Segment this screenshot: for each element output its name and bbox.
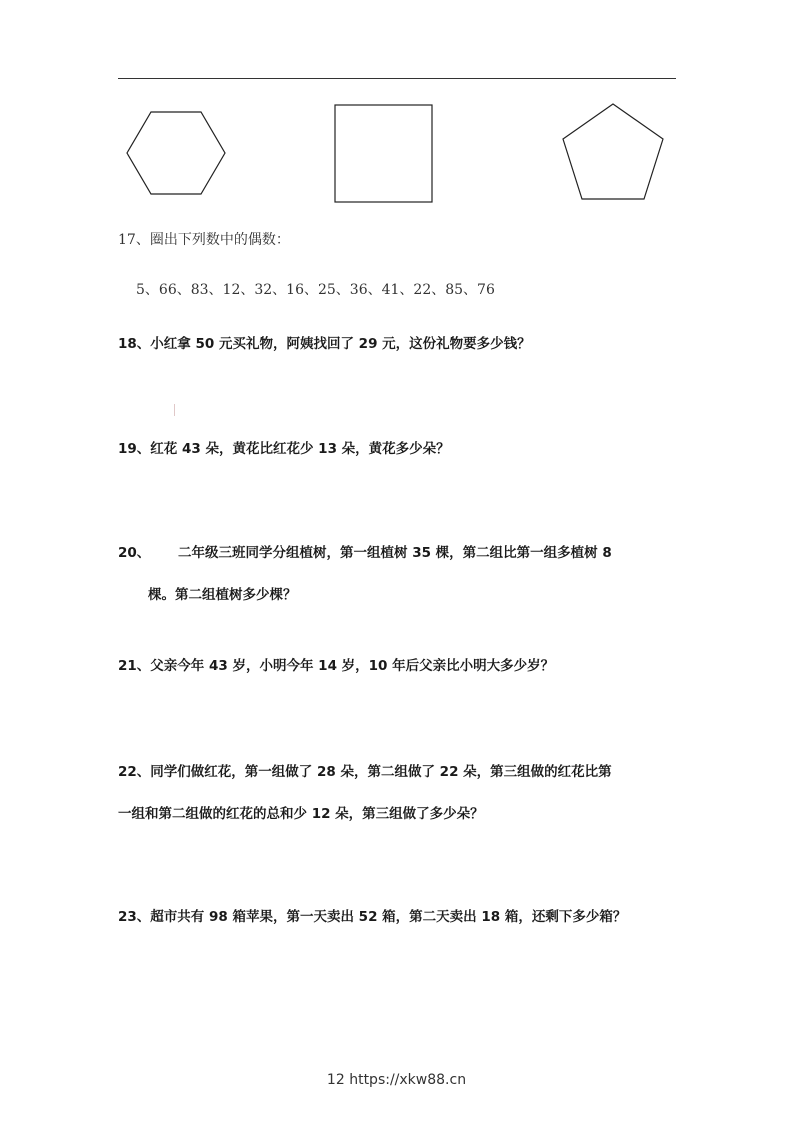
footer-url[interactable]: https://xkw88.cn: [349, 1072, 467, 1088]
question-21: 21、父亲今年 43 岁，小明今年 14 岁，10 年后父亲比小明大多少岁？: [118, 658, 555, 674]
question-19: 19、红花 43 朵，黄花比红花少 13 朵，黄花多少朵？: [118, 441, 450, 457]
question-18: 18、小红拿 50 元买礼物，阿姨找回了 29 元，这份礼物要多少钱？: [118, 336, 531, 352]
hexagon-shape: [124, 109, 228, 197]
question-22-line-1: 22、同学们做红花，第一组做了 28 朵，第二组做了 22 朵，第三组做的红花比第: [118, 764, 612, 780]
question-22-line-2: 一组和第二组做的红花的总和少 12 朵，第三组做了多少朵？: [118, 806, 484, 822]
header-rule: [118, 78, 676, 79]
page-footer: [0, 1072, 793, 1088]
question-20-line-1: 二年级三班同学分组植树，第一组植树 35 棵，第二组比第一组多植树 8: [178, 545, 612, 561]
question-23: 23、超市共有 98 箱苹果，第一天卖出 52 箱，第二天卖出 18 箱，还剩下多少箱？: [118, 909, 627, 925]
question-17-title: 17、圈出下列数中的偶数：: [118, 232, 290, 248]
question-20-line-2: 棵。第二组植树多少棵？: [148, 587, 297, 603]
square-shape: [334, 104, 434, 204]
pentagon-shape: [560, 102, 666, 202]
scan-speck: [174, 404, 175, 416]
question-17-numbers: 5、66、83、12、32、16、25、36、41、22、85、76: [136, 282, 495, 298]
page-number: 12: [326, 1072, 345, 1088]
question-20-number: 20、: [118, 545, 151, 561]
